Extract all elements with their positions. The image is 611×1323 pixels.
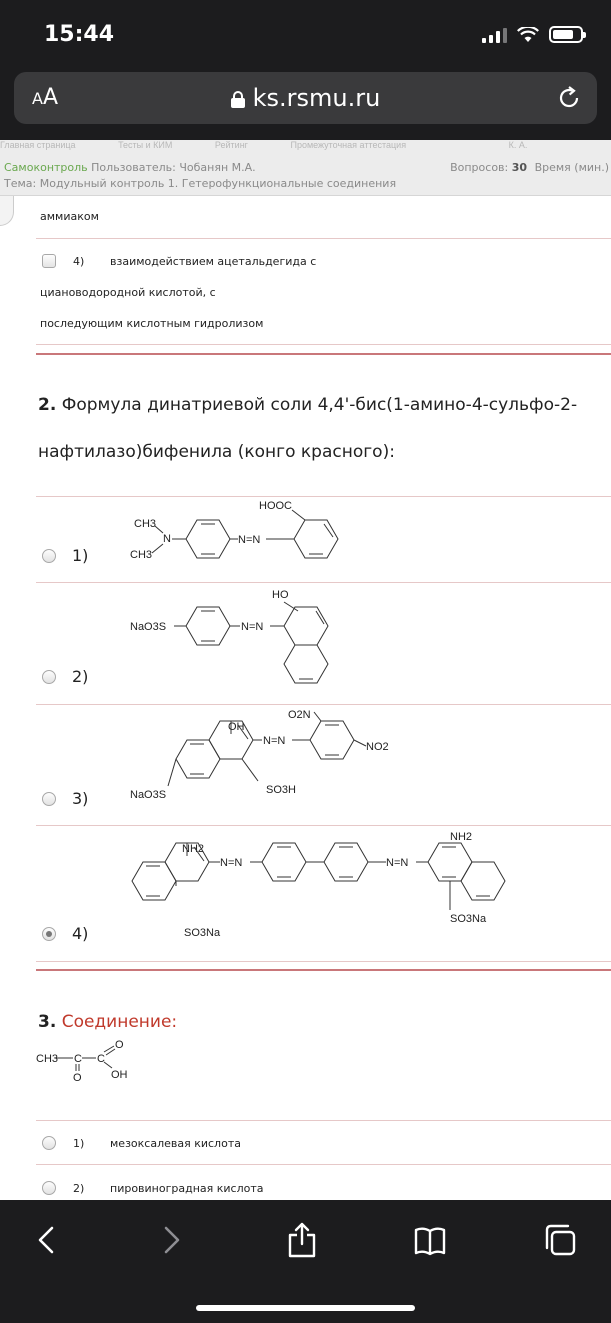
formula-option-2 <box>128 586 358 688</box>
formula-label: C <box>74 1053 82 1065</box>
formula-label: O <box>73 1072 82 1084</box>
previous-option-text: аммиаком <box>40 210 99 223</box>
battery-icon <box>549 26 583 43</box>
option-divider <box>36 1120 611 1121</box>
option-4-text-line: взаимодействием ацетальдегида с <box>110 255 317 268</box>
formula-label: N=N <box>241 621 264 633</box>
tabs-icon[interactable] <box>542 1220 578 1260</box>
back-icon[interactable] <box>28 1220 64 1260</box>
nav-link[interactable]: К. А. <box>508 140 528 150</box>
section-name: Самоконтроль <box>4 161 88 174</box>
header-stats <box>450 161 609 174</box>
question-divider <box>36 969 611 971</box>
time-label: Время (мин.) <box>534 161 609 174</box>
question-number: 3. <box>38 1012 57 1032</box>
browser-top-chrome <box>0 0 611 140</box>
test-header <box>0 140 611 196</box>
formula-label: HOOC <box>259 500 292 512</box>
nav-link[interactable]: Тесты и КИМ <box>118 140 173 150</box>
top-nav-faded <box>0 140 611 152</box>
nav-link[interactable]: Главная страница <box>0 140 76 150</box>
option-1-radio[interactable] <box>42 549 56 563</box>
question-2-title-line: нафтилазо)бифенила (конго красного): <box>38 442 395 462</box>
q3-option-2-text: пировиноградная кислота <box>110 1182 264 1195</box>
formula-option-3 <box>128 708 408 808</box>
option-4-checkbox[interactable] <box>42 254 56 268</box>
text-size-button[interactable]: AA <box>32 85 59 110</box>
formula-label: CH3 <box>130 549 153 561</box>
questions-count: 30 <box>511 161 528 174</box>
formula-label: NaO3S <box>130 621 167 633</box>
option-4-text-line: последующим кислотным гидролизом <box>40 317 264 330</box>
cellular-signal-icon <box>482 27 507 43</box>
status-icons <box>482 26 583 43</box>
option-number: 4) <box>72 924 89 943</box>
status-time: 15:44 <box>44 22 115 47</box>
option-number: 2) <box>73 1182 85 1195</box>
formula-label: NaO3S <box>130 789 167 801</box>
q3-option-1-radio[interactable] <box>42 1136 56 1150</box>
nav-link[interactable]: Промежуточная аттестация <box>290 140 407 150</box>
question-3-title-text: Соединение: <box>61 1012 178 1032</box>
home-indicator <box>196 1305 415 1311</box>
q3-option-1-text: мезоксалевая кислота <box>110 1137 241 1150</box>
formula-label: HO <box>272 589 289 601</box>
option-number: 2) <box>72 667 89 686</box>
formula-label: N=N <box>263 735 286 747</box>
formula-label: C <box>97 1053 105 1065</box>
reload-icon[interactable] <box>555 84 583 112</box>
option-number: 4) <box>73 255 85 268</box>
q3-option-2-radio[interactable] <box>42 1181 56 1195</box>
formula-label: SO3Na <box>184 927 221 939</box>
option-4-text-line: циановодородной кислотой, с <box>40 286 216 299</box>
formula-label: SO3Na <box>450 913 487 925</box>
question-divider <box>36 353 611 355</box>
address-bar[interactable] <box>14 72 597 124</box>
formula-label: SO3H <box>266 784 296 796</box>
forward-icon[interactable] <box>154 1220 190 1260</box>
bookmarks-icon[interactable] <box>412 1220 448 1260</box>
option-divider <box>36 344 611 345</box>
formula-label: OH <box>228 721 245 733</box>
wifi-icon <box>517 27 539 43</box>
formula-label: CH3 <box>36 1053 59 1065</box>
option-divider <box>36 961 611 962</box>
question-number: 2. <box>38 395 57 415</box>
share-icon[interactable] <box>284 1220 320 1260</box>
option-2-radio[interactable] <box>42 670 56 684</box>
nav-link[interactable]: Рейтинг <box>214 140 248 150</box>
formula-question-3 <box>36 1038 146 1084</box>
formula-label: O2N <box>288 709 311 721</box>
formula-label: O <box>115 1039 124 1051</box>
option-divider <box>36 704 611 705</box>
test-content[interactable] <box>0 196 611 1200</box>
option-divider <box>36 496 611 497</box>
option-divider <box>36 1164 611 1165</box>
formula-label: N <box>163 533 171 545</box>
formula-label: NH2 <box>450 831 473 843</box>
option-divider <box>36 825 611 826</box>
question-2-title-line: 2. Формула динатриевой соли 4,4'-бис(1-амино-4-сульфо-2- <box>38 395 578 415</box>
formula-label: OH <box>111 1069 128 1081</box>
formula-label: NO2 <box>366 741 389 753</box>
scroll-edge <box>0 196 14 226</box>
option-4-radio[interactable] <box>42 927 56 941</box>
formula-option-4 <box>128 830 548 940</box>
header-user-line <box>4 161 256 174</box>
option-divider <box>36 238 611 239</box>
browser-bottom-toolbar <box>0 1200 611 1323</box>
question-3-title <box>38 1012 177 1032</box>
questions-label: Вопросов: <box>450 161 509 174</box>
user-label: Пользователь: <box>91 161 176 174</box>
formula-label: CH3 <box>134 518 157 530</box>
formula-label: N=N <box>238 534 261 546</box>
url-display[interactable] <box>14 84 597 112</box>
option-number: 3) <box>72 789 89 808</box>
formula-label: N=N <box>386 857 409 869</box>
topic-line: Тема: Модульный контроль 1. Гетерофункциональные соединения <box>4 177 397 190</box>
option-3-radio[interactable] <box>42 792 56 806</box>
formula-option-1 <box>120 500 360 572</box>
url-text: ks.rsmu.ru <box>252 84 381 112</box>
option-number: 1) <box>73 1137 85 1150</box>
lock-icon <box>231 91 245 107</box>
option-divider <box>36 582 611 583</box>
option-number: 1) <box>72 546 89 565</box>
formula-label: NH2 <box>182 843 205 855</box>
formula-label: N=N <box>220 857 243 869</box>
user-name: Чобанян М.А. <box>179 161 256 174</box>
